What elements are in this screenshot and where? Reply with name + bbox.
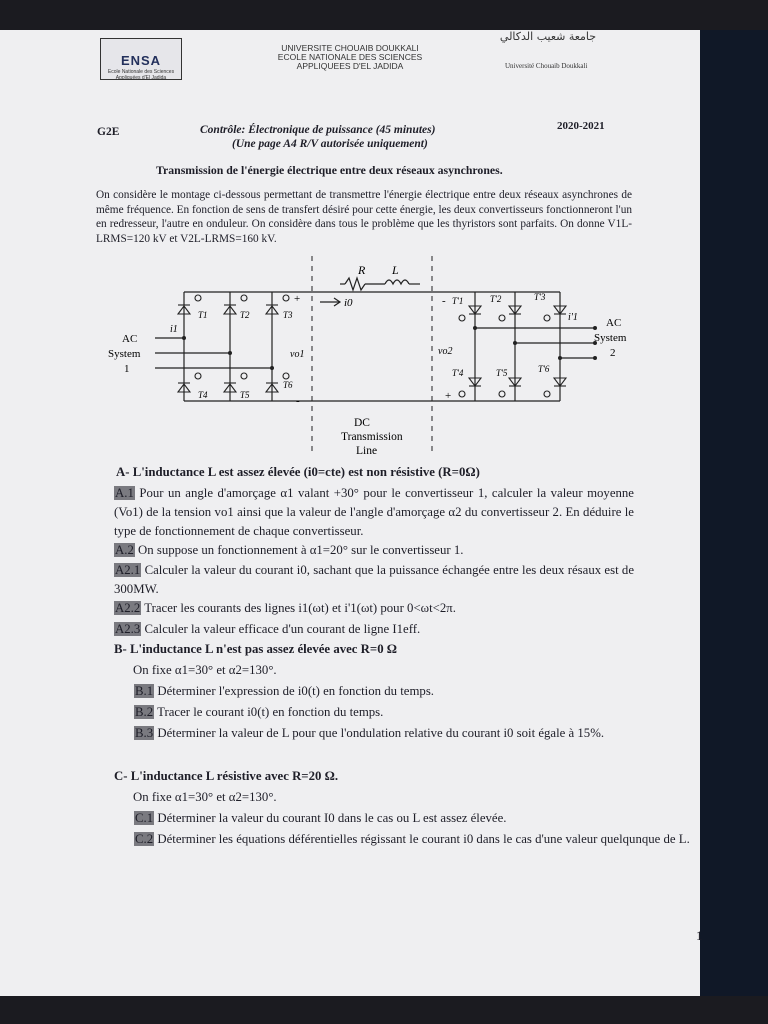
class-code: G2E <box>97 126 120 138</box>
arabic-university-name: جامعة شعيب الدكالي <box>499 30 597 43</box>
t4-label: T4 <box>198 390 208 400</box>
i1-prime-label: i'1 <box>568 312 578 323</box>
t1p-label: T'1 <box>452 296 464 306</box>
section-b-fix: On fixe α1=30° et α2=130°. <box>133 663 277 677</box>
ac2-label-3: 2 <box>610 347 616 359</box>
t6-label: T6 <box>283 380 293 390</box>
t6p-label: T'6 <box>538 364 550 374</box>
tag-c2: C.2 <box>135 832 154 846</box>
logo-subtitle: Ecole Nationale des Sciences Appliquées d'El Jadida <box>107 69 175 81</box>
ac1-label-1: AC <box>122 333 138 345</box>
question-b3 <box>134 724 684 743</box>
text-a22: Tracer les courants des lignes i1(ωt) et i'1(ωt) pour 0<ωt<2π. <box>144 601 456 615</box>
vo1-label: vo1 <box>290 349 305 360</box>
dc-label-1: DC <box>354 417 370 429</box>
tag-b1: B.1 <box>135 684 154 698</box>
t1-label: T1 <box>198 310 208 320</box>
t5-label: T5 <box>240 390 250 400</box>
resistor-label: R <box>358 263 366 277</box>
t2-label: T2 <box>240 310 250 320</box>
tag-a22: A2.2 <box>115 601 141 615</box>
dark-background <box>700 30 768 996</box>
text-b1: Déterminer l'expression de i0(t) en fonction du temps. <box>157 684 434 698</box>
vo1-minus: - <box>296 395 300 407</box>
question-c1 <box>134 809 684 828</box>
section-c-fix: On fixe α1=30° et α2=130°. <box>133 790 277 804</box>
t2p-label: T'2 <box>490 294 502 304</box>
question-c2 <box>134 830 690 849</box>
university-line-2: ECOLE NATIONALE DES SCIENCES <box>277 52 423 62</box>
t3-label: T3 <box>283 310 293 320</box>
document-title: Transmission de l'énergie électrique entre deux réseaux asynchrones. <box>156 163 503 177</box>
vo2-plus: + <box>445 390 452 402</box>
circuit-diagram <box>100 256 640 466</box>
question-a2 <box>114 541 634 560</box>
tag-a2: A.2 <box>115 543 134 557</box>
i0-label: i0 <box>344 297 353 309</box>
tag-b3: B.3 <box>135 726 154 740</box>
text-a21: Calculer la valeur du courant i0, sachant que la puissance échangée entre les deux résaux est de 300MW. <box>114 563 635 596</box>
section-b-heading: B- L'inductance L n'est pas assez élevée avec R=0 Ω <box>114 642 398 656</box>
question-a21 <box>114 561 634 599</box>
question-a1 <box>114 484 634 541</box>
t5p-label: T'5 <box>496 368 508 378</box>
t4p-label: T'4 <box>452 368 464 378</box>
ensa-logo <box>100 38 182 80</box>
ac2-label-2: System <box>594 332 627 344</box>
question-b1 <box>134 682 634 701</box>
vo2-minus: - <box>442 295 446 307</box>
inductor-label: L <box>392 263 399 277</box>
ac2-label-1: AC <box>606 317 622 329</box>
ac1-label-3: 1 <box>124 363 130 375</box>
text-b2: Tracer le courant i0(t) en fonction du temps. <box>157 705 384 719</box>
text-c1: Déterminer la valeur du courant I0 dans le cas ou L est assez élevée. <box>157 811 507 825</box>
logo-name: ENSA <box>120 53 162 68</box>
question-a23 <box>114 620 634 639</box>
text-a23: Calculer la valeur efficace d'un courant de ligne I1eff. <box>144 622 421 636</box>
question-b2 <box>134 703 634 722</box>
university-line-3: APPLIQUEES D'EL JADIDA <box>296 61 404 71</box>
question-a22 <box>114 599 634 618</box>
university-right: Université Chouaib Doukkali <box>505 62 588 70</box>
dc-label-3: Line <box>356 445 378 457</box>
vo2-label: vo2 <box>438 346 453 357</box>
exam-title: Contrôle: Électronique de puissance (45 minutes) <box>200 124 436 136</box>
exam-note: (Une page A4 R/V autorisée uniquement) <box>232 138 428 150</box>
ac1-label-2: System <box>108 348 141 360</box>
text-a2: On suppose un fonctionnement à α1=20° sur le convertisseur 1. <box>138 543 464 557</box>
tag-a21: A2.1 <box>115 563 141 577</box>
t3p-label: T'3 <box>534 292 546 302</box>
i1-label: i1 <box>170 324 178 335</box>
vo1-plus: + <box>294 293 301 305</box>
section-a-heading: A- L'inductance L est assez élevée (i0=cte) est non résistive (R=0Ω) <box>116 465 480 479</box>
page-number: 1 <box>696 928 703 943</box>
dc-label-2: Transmission <box>341 431 403 443</box>
tag-b2: B.2 <box>135 705 154 719</box>
text-c2: Déterminer les équations déférentielles régissant le courant i0 dans le cas d'une valeur quelqunque de L. <box>157 832 690 846</box>
tag-a23: A2.3 <box>115 622 141 636</box>
tag-c1: C.1 <box>135 811 154 825</box>
school-year: 2020-2021 <box>557 120 605 132</box>
intro-paragraph: On considère le montage ci-dessous permettant de transmettre l'énergie électrique entre deux réseaux asynchrones de même fréquence. En fonction de sens de transfert désiré pour cette énergie, les deux convertisseurs fonctionneront l'un en redresseur, l'autre en onduleur. On considère dans tous le problème que les thyristors sont parfaits. On donne V1L-LRMS=120 kV et V2L-LRMS=160 kV. <box>96 189 632 245</box>
tag-a1: A.1 <box>115 486 134 500</box>
text-b3: Déterminer la valeur de L pour que l'ondulation relative du courant i0 soit égale à 15%. <box>157 726 605 740</box>
university-line-1: UNIVERSITE CHOUAIB DOUKKALI <box>281 43 419 53</box>
university-name <box>250 44 450 71</box>
text-a1: Pour un angle d'amorçage α1 valant +30° pour le convertisseur 1, calculer la valeur moyenne (Vo1) de la tension vo1 ainsi que la valeur de l'angle d'amorçage α2 du convertisseur 2. En déduire le type de fonctionnement de chaque convertisseur. <box>114 486 634 538</box>
section-c-heading: C- L'inductance L résistive avec R=20 Ω. <box>114 769 339 783</box>
